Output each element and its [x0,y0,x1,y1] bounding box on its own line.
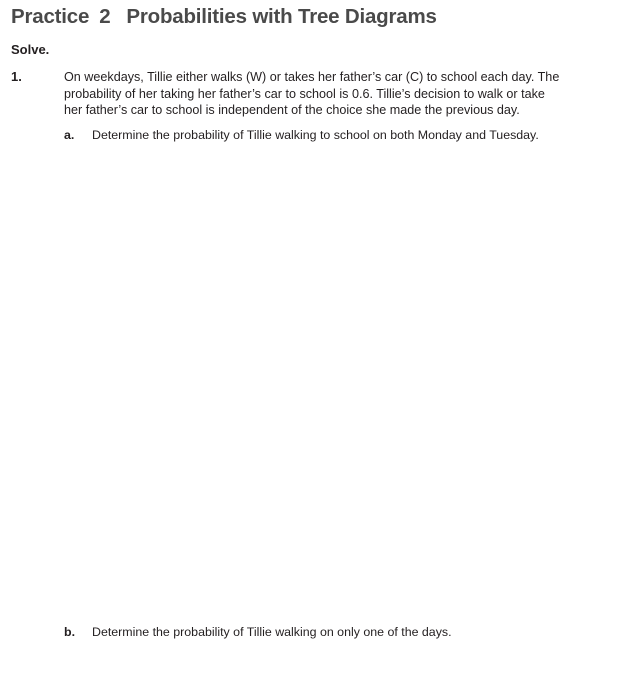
part-b-text: Determine the probability of Tillie walking on only one of the days. [92,625,452,639]
part-a-letter: a. [64,128,75,142]
question-line-1: On weekdays, Tillie either walks (W) or takes her father’s car (C) to school each day. The [64,70,560,84]
question-line-3: her father’s car to school is independent of the choice she made the previous day. [64,103,520,117]
part-a [64,128,539,142]
section-title: Probabilities with Tree Diagrams [126,5,437,28]
question-line-2: probability of her taking her father’s car to school is 0.6. Tillie’s decision to walk or take [64,86,545,101]
practice-label: Practice [11,5,90,28]
practice-number: 2 [99,5,111,28]
instruction-label: Solve. [11,42,50,57]
page-title [11,5,437,29]
question-text [64,69,604,119]
question-number: 1. [11,69,22,84]
part-b [64,625,452,639]
part-a-text: Determine the probability of Tillie walking to school on both Monday and Tuesday. [92,128,539,142]
part-b-letter: b. [64,625,76,639]
